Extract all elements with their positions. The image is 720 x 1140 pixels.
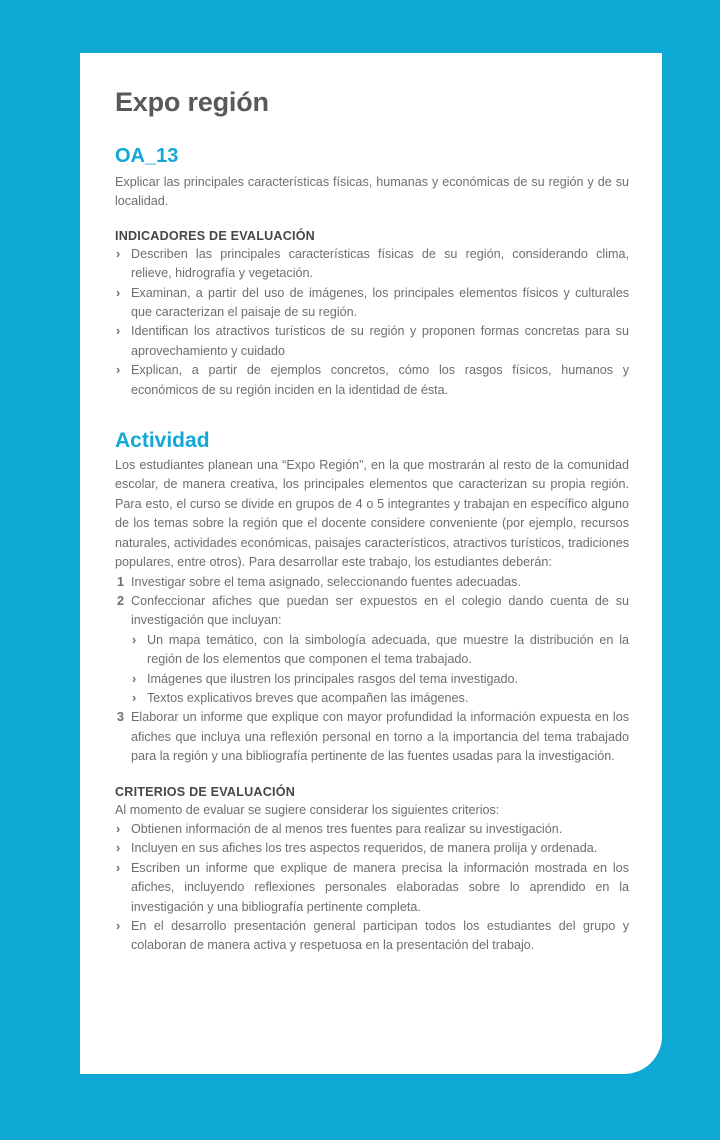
- indicadores-heading: INDICADORES DE EVALUACIÓN: [115, 228, 315, 243]
- bullet-icon: ›: [116, 285, 121, 300]
- substep-text: Un mapa temático, con la simbología adecuada, que muestre la distribución en la región de los elementos que componen el tema trabajado.: [147, 632, 629, 667]
- indicadores-list: [115, 245, 629, 400]
- criterios-section: [115, 785, 629, 956]
- actividad-steps-list: [115, 573, 629, 767]
- document-card: [80, 53, 662, 1074]
- indicador-text: Describen las principales características físicas de su región, considerando clima, relieve, hidrografía y vegetación.: [131, 246, 629, 281]
- bullet-icon: ›: [116, 919, 121, 933]
- bullet-icon: ›: [116, 246, 121, 261]
- step-text: Elaborar un informe que explique con mayor profundidad la información expuesta en los afiches que incluya una reflexión personal en torno a la importancia del tema trabajado para la región y una bibliografía pertinente de las fuentes usadas para la investigación.: [131, 710, 629, 764]
- criterio-item: [115, 917, 629, 956]
- bullet-icon: ›: [116, 324, 121, 339]
- step-item: [115, 708, 629, 766]
- indicadores-section: [115, 229, 629, 400]
- oa-description: Explicar las principales características físicas, humanas y económicas de su región y de su localidad.: [115, 175, 629, 209]
- bullet-icon: ›: [132, 671, 137, 686]
- oa-code: OA_13: [115, 145, 179, 167]
- indicador-text: Examinan, a partir del uso de imágenes, los principales elementos físicos y culturales que caracterizan el paisaje de su región.: [131, 285, 629, 320]
- criterio-item: [115, 839, 629, 858]
- step-item: [115, 573, 629, 592]
- bullet-icon: ›: [116, 860, 121, 875]
- substep-item: [131, 670, 629, 689]
- indicador-text: Identifican los atractivos turísticos de su región y proponen formas concretas para su aprovechamiento y cuidado: [131, 324, 629, 358]
- page-title: Expo región: [115, 87, 269, 117]
- oa-section: [115, 145, 629, 212]
- bullet-icon: ›: [116, 841, 121, 856]
- actividad-intro: Los estudiantes planean una “Expo Región”, en la que mostrarán al resto de la comunidad escolar, de manera creativa, los principales elementos que caracterizan su propia región. Para esto, el curso se divide en grupos de 4 o 5 integrantes y trabajan en específico alguno de los temas sobre la región que el docente considere conveniente (por ejemplo, recursos naturales, actividades económicas, paisajes característicos, atractivos turísticos, tradiciones populares, entre otros). Para desarrollar este trabajo, los estudiantes deberán:: [115, 458, 629, 570]
- criterio-item: [115, 859, 629, 917]
- criterio-text: Incluyen en sus afiches los tres aspectos requeridos, de manera prolija y ordenada.: [131, 841, 598, 856]
- criterio-text: Escriben un informe que explique de manera precisa la información mostrada en los afiches, incluyendo reflexiones personales elaboradas sobre lo aprendido en la investigación y una bibliografía pertinente completa.: [131, 860, 629, 914]
- substep-text: Imágenes que ilustren los principales rasgos del tema investigado.: [147, 671, 519, 686]
- step-text: Confeccionar afiches que puedan ser expuestos en el colegio dando cuenta de su investigación que incluyan:: [131, 593, 629, 628]
- bullet-icon: ›: [116, 821, 121, 836]
- indicador-item: [115, 245, 629, 284]
- criterio-text: En el desarrollo presentación general participan todos los estudiantes del grupo y colaboran de manera activa y respetuosa en la presentación del trabajo.: [131, 919, 629, 953]
- indicador-item: [115, 322, 629, 361]
- substep-item: [131, 689, 629, 708]
- substep-item: [131, 631, 629, 670]
- actividad-heading: Actividad: [115, 429, 210, 453]
- bullet-icon: ›: [132, 632, 137, 647]
- bullet-icon: ›: [132, 690, 137, 705]
- indicador-text: Explican, a partir de ejemplos concretos, cómo los rasgos físicos, humanos y económicos de su región inciden en la identidad de ésta.: [131, 363, 629, 397]
- criterios-heading: CRITERIOS DE EVALUACIÓN: [115, 784, 295, 799]
- substep-text: Textos explicativos breves que acompañen las imágenes.: [147, 690, 469, 705]
- bullet-icon: ›: [116, 363, 121, 378]
- step-item: [115, 592, 629, 708]
- actividad-section: [115, 429, 629, 767]
- criterio-item: [115, 820, 629, 839]
- indicador-item: [115, 361, 629, 400]
- step-number: 2: [117, 593, 125, 608]
- criterio-text: Obtienen información de al menos tres fuentes para realizar su investigación.: [131, 821, 563, 836]
- step-number: 1: [117, 574, 125, 589]
- step-text: Investigar sobre el tema asignado, seleccionando fuentes adecuadas.: [131, 574, 521, 589]
- criterios-intro: Al momento de evaluar se sugiere considerar los siguientes criterios:: [115, 802, 500, 817]
- step-subitems-list: [131, 631, 629, 709]
- indicador-item: [115, 284, 629, 323]
- step-number: 3: [117, 710, 125, 725]
- criterios-list: [115, 820, 629, 956]
